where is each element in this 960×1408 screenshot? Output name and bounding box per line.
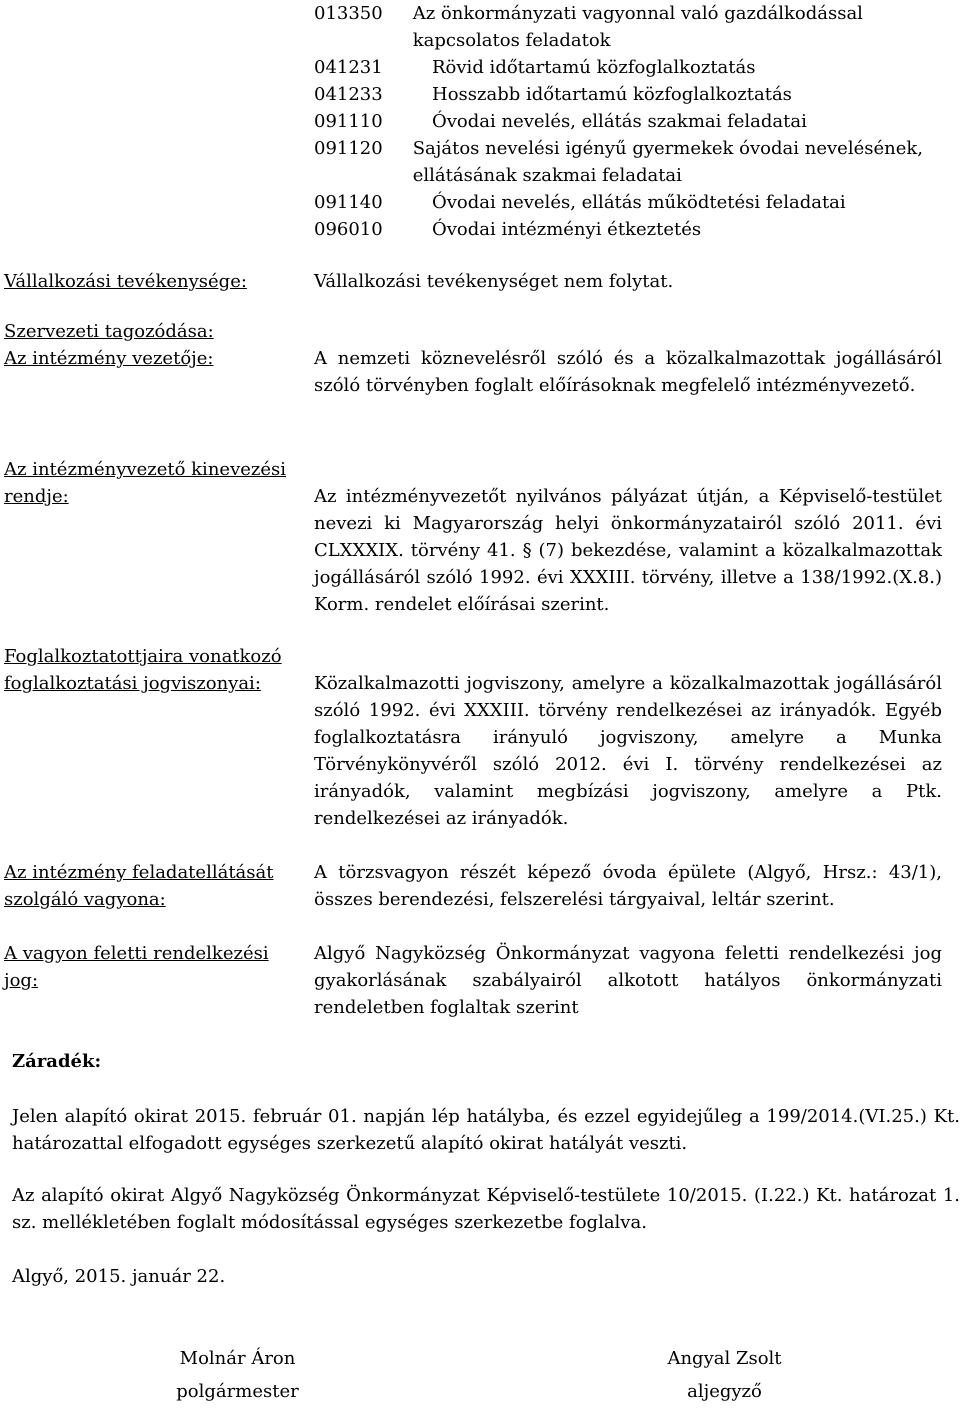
code-number: 091110 — [314, 111, 383, 132]
activity-code-table — [314, 0, 944, 243]
signatory-name: Angyal Zsolt — [667, 1348, 782, 1369]
code-description: Óvodai intézményi étkeztetés — [432, 219, 702, 240]
code-number: 091140 — [314, 192, 383, 213]
head-appointment-label: Az intézményvezető kinevezési rendje: — [4, 459, 287, 507]
code-row — [314, 0, 944, 54]
code-description: Hosszabb időtartamú közfoglalkoztatás — [432, 84, 792, 105]
assets-value: A törzsvagyon részét képező óvoda épülete (Algyő, Hrsz.: 43/1), összes berendezési, felszerelési tárgyaival, leltár szerint. — [314, 862, 942, 910]
employment-value: Közalkalmazotti jogviszony, amelyre a közalkalmazottak jogállásáról szóló 1992. évi XXXIII. törvény rendelkezései az irányadók. Egyéb foglalkoztatásra irányuló jogviszony, amelyre a Munka Törvénykönyvéről szóló 2012. évi I. törvény rendelkezései az irányadók, valamint megbízási jogviszony, amelyre a Ptk. rendelkezései az irányadók. — [314, 673, 942, 829]
code-row — [314, 54, 944, 81]
code-number: 013350 — [314, 3, 383, 24]
code-number: 091120 — [314, 138, 383, 159]
signature-block — [637, 1342, 812, 1408]
code-row — [314, 108, 944, 135]
code-row — [314, 189, 944, 216]
code-number: 041233 — [314, 84, 383, 105]
business-activity-value: Vállalkozási tevékenységet nem folytat. — [314, 271, 674, 292]
employment-label: Foglalkoztatottjaira vonatkozó foglalkoztatási jogviszonyai: — [4, 646, 282, 694]
head-appointment-value: Az intézményvezetőt nyilvános pályázat útján, a Képviselő-testület nevezi ki Magyarország helyi önkormányzatairól szóló 2011. évi CLXXXIX. törvény 41. § (7) bekezdése, valamint a közalkalmazottak jogállásáról szóló 1992. évi XXXIII. törvény, illetve a 138/1992.(X.8.) Korm. rendelet előírásai szerint. — [314, 486, 942, 615]
code-row — [314, 216, 944, 243]
code-description: Rövid időtartamú közfoglalkoztatás — [432, 57, 756, 78]
clause-date: Algyő, 2015. január 22. — [12, 1266, 226, 1287]
code-number: 096010 — [314, 219, 383, 240]
disposal-rights-value: Algyő Nagyközség Önkormányzat vagyona feletti rendelkezési jog gyakorlásának szabályairól alkotott hatályos önkormányzati rendeletben foglaltak szerint — [314, 943, 942, 1018]
institution-head-label: Az intézmény vezetője: — [4, 348, 214, 369]
signature-block — [150, 1342, 325, 1408]
organization-structure-label: Szervezeti tagozódása: — [4, 321, 214, 342]
business-activity-label: Vállalkozási tevékenysége: — [4, 271, 247, 292]
signatory-name: Molnár Áron — [179, 1348, 296, 1369]
code-description: Sajátos nevelési igényű gyermekek óvodai nevelésének, ellátásának szakmai feladatai — [412, 138, 923, 186]
clause-paragraph: Jelen alapító okirat 2015. február 01. napján lép hatályba, és ezzel egyidejűleg a 199/2014.(VI.25.) Kt. határozattal elfogadott egységes szerkezetű alapító okirat hatályát veszti. — [12, 1106, 960, 1154]
institution-head-value: A nemzeti köznevelésről szóló és a közalkalmazottak jogállásáról szóló törvényben foglalt előírásoknak megfelelő intézményvezető. — [314, 348, 942, 396]
code-number: 041231 — [314, 57, 383, 78]
signatory-title: aljegyző — [687, 1381, 762, 1402]
assets-label: Az intézmény feladatellátását szolgáló vagyona: — [4, 862, 274, 910]
clause-paragraph: Az alapító okirat Algyő Nagyközség Önkormányzat Képviselő-testülete 10/2015. (I.22.) Kt. határozat 1. sz. mellékletében foglalt módosítással egységes szerkezetbe foglalva. — [12, 1185, 960, 1233]
code-description: Óvodai nevelés, ellátás működtetési feladatai — [432, 192, 846, 213]
code-row — [314, 81, 944, 108]
code-row — [314, 135, 944, 189]
code-description: Az önkormányzati vagyonnal való gazdálkodással kapcsolatos feladatok — [412, 3, 863, 51]
clause-heading: Záradék: — [12, 1051, 102, 1072]
disposal-rights-label: A vagyon feletti rendelkezési jog: — [4, 943, 269, 991]
code-description: Óvodai nevelés, ellátás szakmai feladatai — [432, 111, 807, 132]
signatory-title: polgármester — [176, 1381, 299, 1402]
